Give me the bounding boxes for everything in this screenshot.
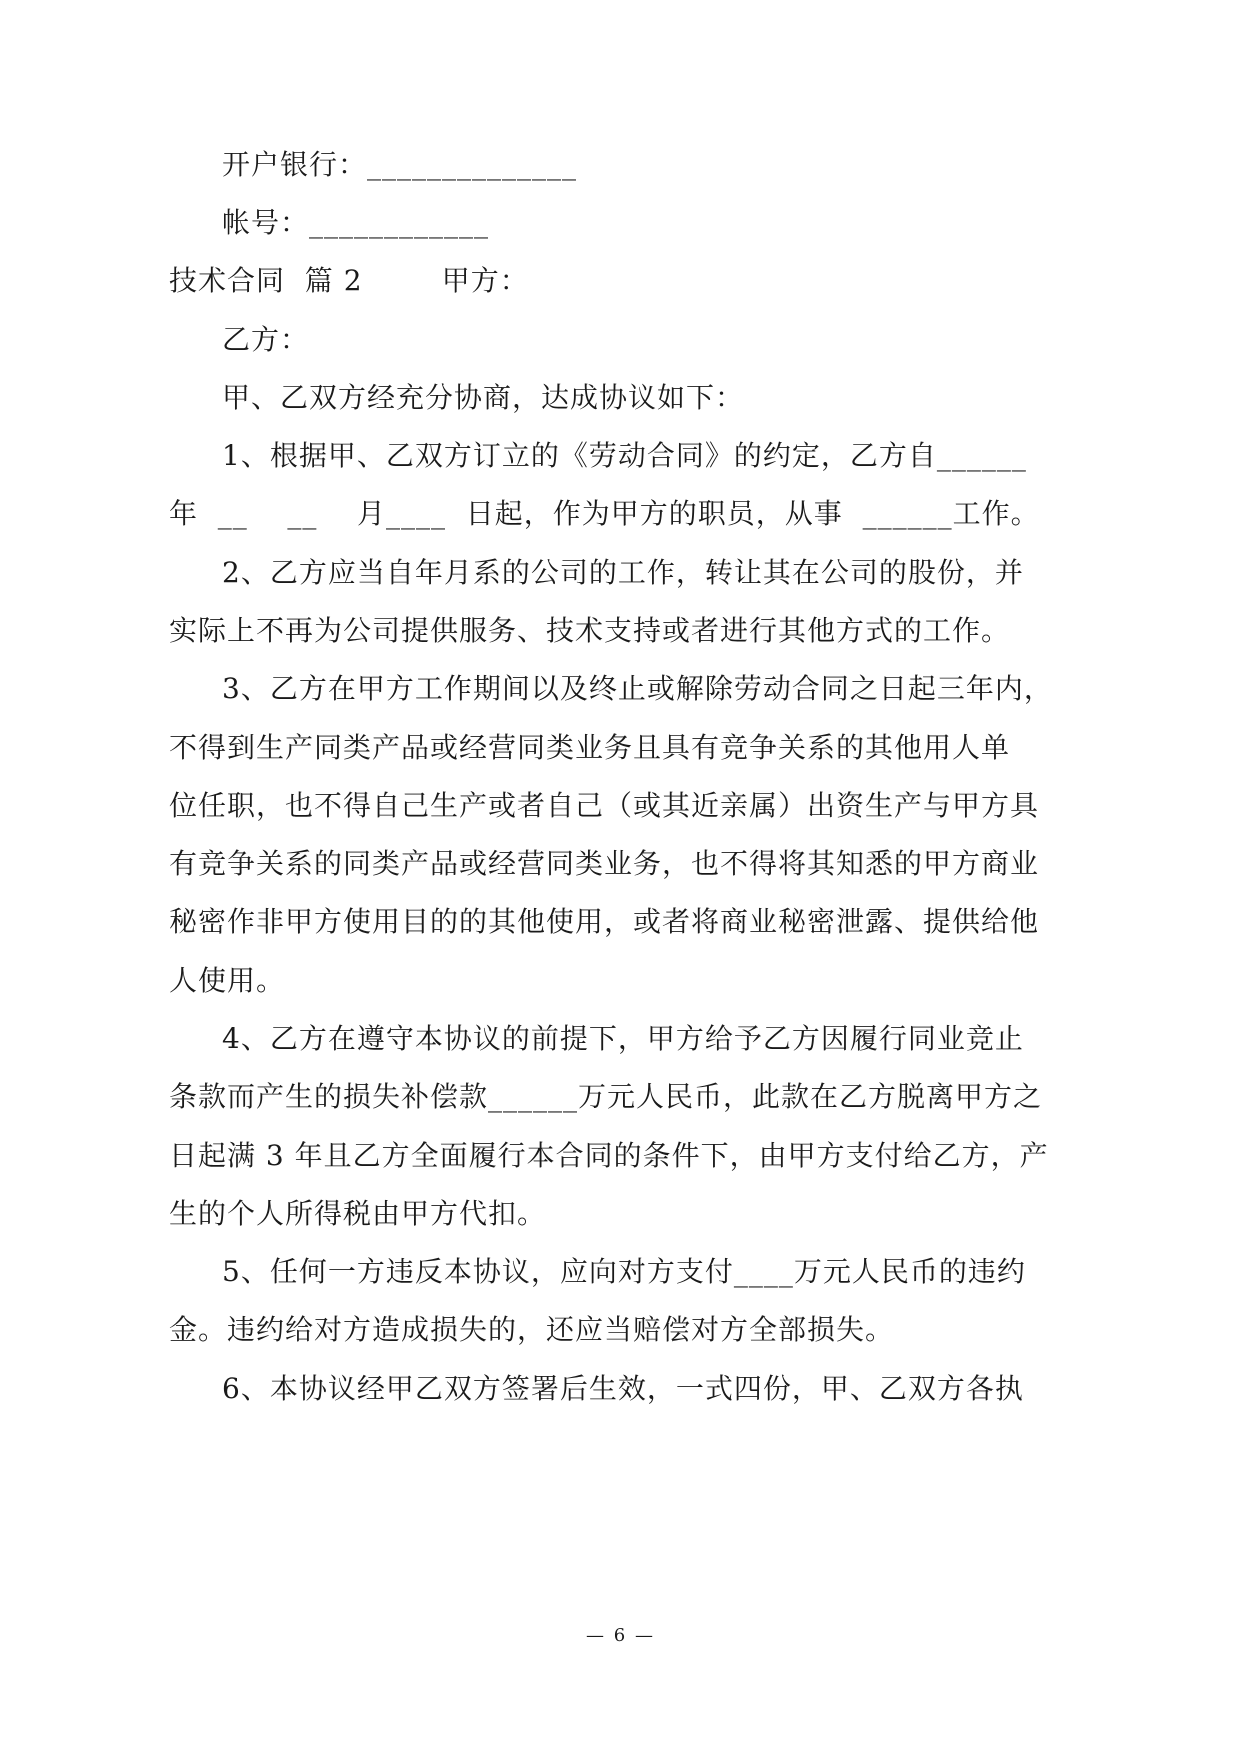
clause-1-line-2: 年 __ __ 月____ 日起，作为甲方的职员，从事 ______工作。 <box>169 497 1040 530</box>
clause-3-line-6: 人使用。 <box>169 964 286 997</box>
clause-3-line-4: 有竞争关系的同类产品或经营同类业务，也不得将其知悉的甲方商业 <box>169 847 1040 880</box>
bank-account-line: 开户银行：______________ <box>222 148 578 181</box>
clause-6-line-1: 6、本协议经甲乙双方签署后生效，一式四份，甲、乙双方各执 <box>222 1372 1024 1405</box>
clause-3-line-3: 位任职，也不得自己生产或者自己（或其近亲属）出资生产与甲方具 <box>169 789 1040 822</box>
clause-3-line-5: 秘密作非甲方使用目的的其他使用，或者将商业秘密泄露、提供给他 <box>169 905 1040 938</box>
clause-5-line-1: 5、任何一方违反本协议，应向对方支付____万元人民币的违约 <box>222 1255 1026 1288</box>
clause-3-line-1: 3、乙方在甲方工作期间以及终止或解除劳动合同之日起三年内， <box>222 672 1053 705</box>
clause-2-line-2: 实际上不再为公司提供服务、技术支持或者进行其他方式的工作。 <box>169 614 1011 647</box>
intro-line: 甲、乙双方经充分协商，达成协议如下： <box>222 381 745 414</box>
section-heading-line: 技术合同 篇 2 甲方： <box>169 264 529 297</box>
clause-5-line-2: 金。违约给对方造成损失的，还应当赔偿对方全部损失。 <box>169 1313 895 1346</box>
clause-4-line-4: 生的个人所得税由甲方代扣。 <box>169 1197 547 1230</box>
clause-1-line-1: 1、根据甲、乙双方订立的《劳动合同》的约定，乙方自______ <box>222 439 1027 472</box>
clause-3-line-2: 不得到生产同类产品或经营同类业务且具有竞争关系的其他用人单 <box>169 731 1011 764</box>
party-b-line: 乙方： <box>222 323 310 356</box>
clause-4-line-1: 4、乙方在遵守本协议的前提下，甲方给予乙方因履行同业竞止 <box>222 1022 1024 1055</box>
page-number: — 6 — <box>586 1625 655 1646</box>
clause-2-line-1: 2、乙方应当自年月系的公司的工作，转让其在公司的股份，并 <box>222 556 1024 589</box>
account-number-line: 帐号：____________ <box>222 206 490 239</box>
clause-4-line-3: 日起满 3 年且乙方全面履行本合同的条件下，由甲方支付给乙方，产 <box>169 1139 1049 1172</box>
clause-4-line-2: 条款而产生的损失补偿款______万元人民币，此款在乙方脱离甲方之 <box>169 1080 1043 1113</box>
